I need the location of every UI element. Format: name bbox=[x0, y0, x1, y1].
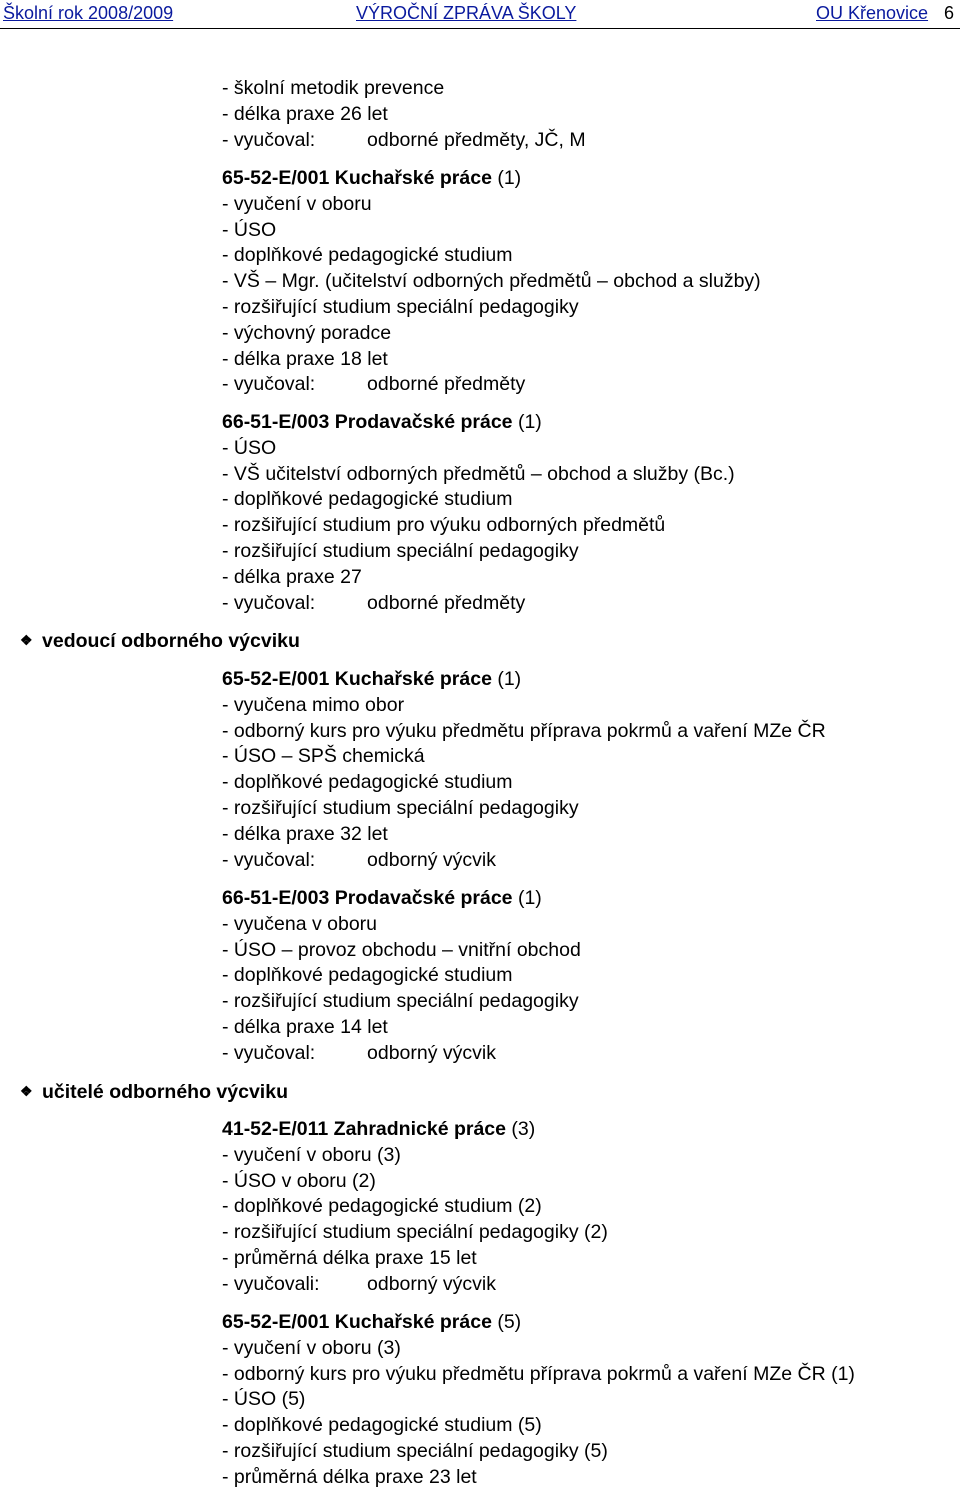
line: - doplňkové pedagogické studium (5) bbox=[222, 1414, 542, 1437]
page-number: 6 bbox=[944, 3, 955, 23]
line: - ÚSO v oboru (2) bbox=[222, 1169, 376, 1192]
line: - doplňkové pedagogické studium bbox=[222, 771, 513, 794]
line: - délka praxe 26 let bbox=[222, 102, 388, 125]
taught-prefix: - vyučoval: bbox=[222, 848, 316, 871]
taught-value: odborný výcvik bbox=[367, 848, 496, 871]
taught-prefix: - vyučoval: bbox=[222, 373, 316, 396]
line: - ÚSO – provoz obchodu – vnitřní obchod bbox=[222, 938, 581, 961]
block-title-text: 41-52-E/011 Zahradnické práce bbox=[222, 1118, 506, 1140]
header-report-title: VÝROČNÍ ZPRÁVA ŠKOLY bbox=[356, 3, 577, 23]
line: - doplňkové pedagogické studium (2) bbox=[222, 1195, 542, 1218]
block-title-count: (1) bbox=[517, 887, 542, 909]
role-label: vedoucí odborného výcviku bbox=[42, 630, 300, 652]
taught-line bbox=[222, 1041, 581, 1067]
line: - odborný kurs pro výuku předmětu příprava pokrmů a vaření MZe ČR bbox=[222, 719, 826, 742]
taught-value: odborné předměty, JČ, M bbox=[367, 128, 586, 151]
line: - rozšiřující studium speciální pedagogiky (2) bbox=[222, 1221, 608, 1244]
line: - vyučení v oboru (3) bbox=[222, 1143, 401, 1166]
block-title bbox=[222, 166, 761, 192]
line: - VŠ – Mgr. (učitelství odborných předmětů – obchod a služby) bbox=[222, 270, 761, 293]
block-title bbox=[222, 410, 735, 436]
header-school-name: OU Křenovice bbox=[816, 3, 929, 23]
line: - doplňkové pedagogické studium bbox=[222, 964, 513, 987]
block-title-count: (1) bbox=[497, 668, 522, 690]
header-school-year: Školní rok 2008/2009 bbox=[3, 3, 174, 23]
line: - rozšiřující studium speciální pedagogiky bbox=[222, 990, 579, 1013]
line: - výchovný poradce bbox=[222, 321, 392, 344]
block-title-text: 66-51-E/003 Prodavačské práce bbox=[222, 411, 513, 433]
block-prodavacske-1 bbox=[222, 410, 735, 616]
header-divider bbox=[0, 28, 960, 29]
page-header bbox=[0, 0, 960, 28]
role-heading-vedouci bbox=[20, 627, 300, 654]
line: - odborný kurs pro výuku předmětu příprava pokrmů a vaření MZe ČR (1) bbox=[222, 1362, 855, 1385]
block-title-text: 65-52-E/001 Kuchařské práce bbox=[222, 1311, 492, 1333]
block-title bbox=[222, 667, 826, 693]
block-title-count: (1) bbox=[517, 411, 542, 433]
block-title bbox=[222, 1117, 608, 1143]
taught-line bbox=[222, 848, 826, 874]
taught-prefix: - vyučoval: bbox=[222, 128, 316, 151]
line: - průměrná délka praxe 23 let bbox=[222, 1465, 477, 1488]
line: - délka praxe 18 let bbox=[222, 347, 388, 370]
line: - rozšiřující studium speciální pedagogiky bbox=[222, 539, 579, 562]
line: - rozšiřující studium speciální pedagogiky (5) bbox=[222, 1439, 608, 1462]
taught-value: odborný výcvik bbox=[367, 1272, 496, 1295]
line: - rozšiřující studium speciální pedagogiky bbox=[222, 295, 579, 318]
taught-value: odborný výcvik bbox=[367, 1041, 496, 1064]
block-zahradnicke bbox=[222, 1117, 608, 1298]
block-title-text: 65-52-E/001 Kuchařské práce bbox=[222, 668, 492, 690]
line: - vyučení v oboru (3) bbox=[222, 1336, 401, 1359]
taught-value: odborné předměty bbox=[367, 373, 526, 396]
line: - průměrná délka praxe 15 let bbox=[222, 1246, 477, 1269]
block-kucharske-3 bbox=[222, 1310, 855, 1491]
line: - ÚSO bbox=[222, 436, 277, 459]
diamond-bullet-icon: ❖ bbox=[20, 632, 33, 648]
line: - délka praxe 14 let bbox=[222, 1015, 388, 1038]
line: - VŠ učitelství odborných předmětů – obchod a služby (Bc.) bbox=[222, 462, 735, 485]
taught-line bbox=[222, 372, 761, 398]
diamond-bullet-icon: ❖ bbox=[20, 1083, 33, 1099]
block-title-text: 65-52-E/001 Kuchařské práce bbox=[222, 167, 492, 189]
line: - ÚSO bbox=[222, 218, 277, 241]
taught-prefix: - vyučoval: bbox=[222, 1041, 316, 1064]
block-title-count: (1) bbox=[497, 167, 522, 189]
block-top bbox=[222, 76, 586, 153]
line: - ÚSO – SPŠ chemická bbox=[222, 745, 425, 768]
line: - doplňkové pedagogické studium bbox=[222, 244, 513, 267]
line: - doplňkové pedagogické studium bbox=[222, 488, 513, 511]
block-title-count: (3) bbox=[511, 1118, 536, 1140]
block-prodavacske-2 bbox=[222, 886, 581, 1067]
block-title-text: 66-51-E/003 Prodavačské práce bbox=[222, 887, 513, 909]
block-kucharske-1 bbox=[222, 166, 761, 398]
taught-line bbox=[222, 591, 735, 617]
line: - rozšiřující studium speciální pedagogiky bbox=[222, 796, 579, 819]
taught-line bbox=[222, 128, 586, 154]
line: - délka praxe 32 let bbox=[222, 822, 388, 845]
block-kucharske-2 bbox=[222, 667, 826, 873]
block-title-count: (5) bbox=[497, 1311, 522, 1333]
block-title bbox=[222, 886, 581, 912]
taught-line bbox=[222, 1272, 608, 1298]
block-title bbox=[222, 1310, 855, 1336]
taught-value: odborné předměty bbox=[367, 591, 526, 614]
line: - ÚSO (5) bbox=[222, 1388, 306, 1411]
role-label: učitelé odborného výcviku bbox=[42, 1081, 288, 1103]
line: - rozšiřující studium pro výuku odborných předmětů bbox=[222, 514, 666, 537]
taught-prefix: - vyučoval: bbox=[222, 591, 316, 614]
line: - vyučení v oboru bbox=[222, 192, 372, 215]
line: - školní metodik prevence bbox=[222, 77, 445, 99]
line: - délka praxe 27 bbox=[222, 565, 362, 588]
role-heading-ucitele bbox=[20, 1078, 288, 1105]
line: - vyučena v oboru bbox=[222, 912, 378, 935]
taught-prefix: - vyučovali: bbox=[222, 1272, 320, 1295]
line: - vyučena mimo obor bbox=[222, 693, 405, 716]
